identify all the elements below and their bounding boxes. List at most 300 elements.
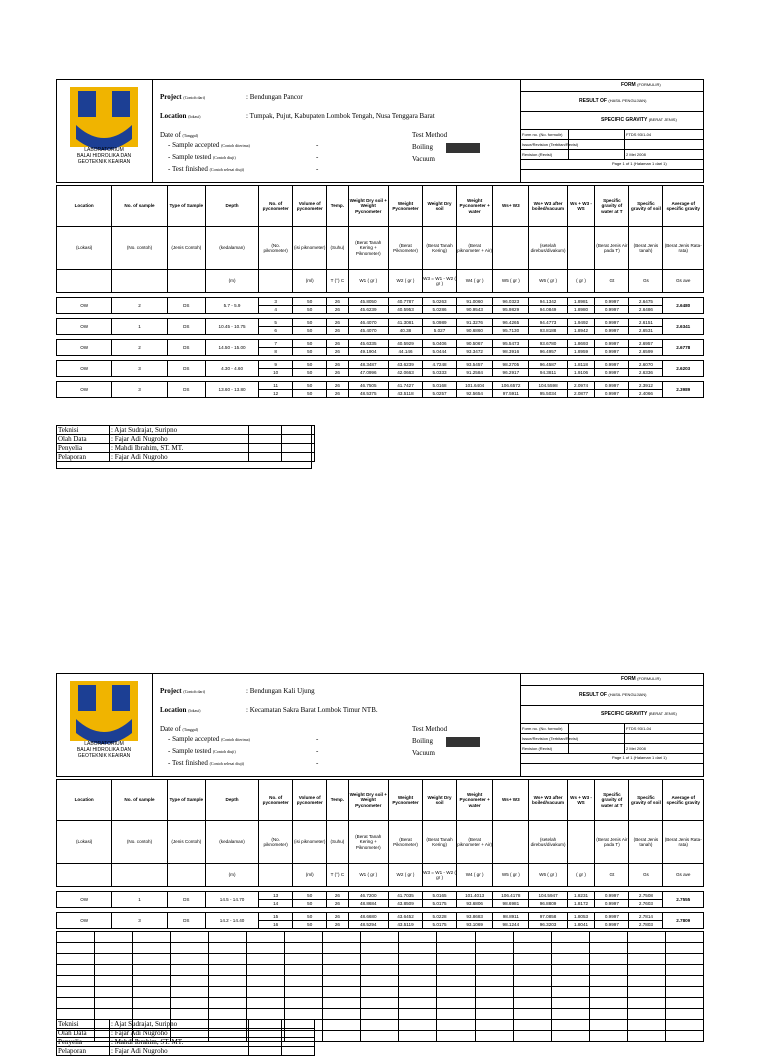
empty-cell <box>247 932 285 943</box>
value-cell: 90.5067 <box>457 340 493 348</box>
value-cell: 90.9543 <box>457 306 493 314</box>
value-cell: 4.7248 <box>423 361 457 369</box>
column-header: Ws+ W3 <box>493 186 529 227</box>
value-cell: 97.5911 <box>493 390 529 398</box>
value-cell: 0.9997 <box>595 340 629 348</box>
column-header: W2 ( gr ) <box>388 864 422 887</box>
column-header: Weight Pycnometer + water <box>457 780 493 821</box>
empty-cell <box>627 932 665 943</box>
value-cell: 46.7200 <box>348 892 388 900</box>
value-cell: 26 <box>327 361 348 369</box>
empty-cell <box>361 1009 399 1020</box>
staff-name: : Ajat Sudrajat, Suripno <box>110 426 249 435</box>
empty-cell <box>361 998 399 1009</box>
value-cell: 93.1069 <box>457 921 493 929</box>
empty-cell <box>399 998 437 1009</box>
value-cell: 0.9997 <box>595 390 629 398</box>
empty-cell <box>627 954 665 965</box>
empty-cell <box>627 943 665 954</box>
staff-table-2 <box>56 1019 315 1056</box>
empty-cell <box>665 954 703 965</box>
column-header: (No. contoh) <box>112 227 167 270</box>
column-header: Volume of pycnometer <box>293 780 327 821</box>
empty-cell <box>627 1031 665 1042</box>
value-cell: 50 <box>293 306 327 314</box>
value-cell: 95.5473 <box>493 340 529 348</box>
value-cell: 94.0849 <box>529 306 567 314</box>
value-cell: 1.9492 <box>567 319 595 327</box>
empty-cell <box>323 954 361 965</box>
value-cell: 26 <box>327 390 348 398</box>
value-cell: 48.5294 <box>348 921 388 929</box>
column-header: No. of sample <box>112 780 167 821</box>
empty-cell <box>57 954 95 965</box>
value-cell: 2.6957 <box>629 340 663 348</box>
empty-cell <box>513 998 551 1009</box>
column-header: Specific gravity of water at T <box>595 186 629 227</box>
value-cell: 3 <box>259 298 293 306</box>
empty-cell <box>209 998 247 1009</box>
column-header: (No. piknometer) <box>259 821 293 864</box>
column-header <box>493 821 529 864</box>
value-cell: 98.6981 <box>493 900 529 908</box>
value-cell: 40.7787 <box>388 298 422 306</box>
value-cell: 2.7603 <box>629 900 663 908</box>
empty-cell <box>323 943 361 954</box>
value-cell: 48.8684 <box>348 900 388 908</box>
value-cell: 45.8050 <box>348 298 388 306</box>
value-cell: 93.6780 <box>529 340 567 348</box>
column-header: No. of sample <box>112 186 167 227</box>
table-row <box>57 361 704 369</box>
empty-cell <box>551 1031 589 1042</box>
empty-cell <box>437 1009 475 1020</box>
empty-cell <box>399 987 437 998</box>
sample-type-cell: DS <box>167 298 205 314</box>
value-cell: 50 <box>293 361 327 369</box>
pu-logo-icon <box>70 681 138 741</box>
average-sg-cell: 2.6778 <box>663 340 704 356</box>
sample-type-cell: DS <box>167 892 205 908</box>
empty-cell <box>361 943 399 954</box>
column-header: Type of Sample <box>167 780 205 821</box>
empty-cell <box>627 998 665 1009</box>
empty-cell <box>57 976 95 987</box>
empty-cell <box>513 932 551 943</box>
column-header: W5 ( gr ) <box>493 270 529 293</box>
empty-cell <box>209 987 247 998</box>
value-cell: 2.0877 <box>567 390 595 398</box>
staff-date <box>282 1038 315 1047</box>
location-value: : Tumpak, Pujut, Kabupaten Lombok Tengah, Nusa Tenggara Barat <box>246 112 435 120</box>
value-cell: 12 <box>259 390 293 398</box>
value-cell: 5.027 <box>423 327 457 335</box>
column-header <box>167 864 205 887</box>
value-cell: 106.4178 <box>493 892 529 900</box>
lab-name: LABORATORIUM BALAI HIDROLIKA DAN GEOTEKNIK KEAIRAN <box>76 741 132 759</box>
location-cell: OW <box>57 340 112 356</box>
empty-cell <box>551 976 589 987</box>
value-cell: 96.4587 <box>529 361 567 369</box>
value-cell: 26 <box>327 306 348 314</box>
empty-cell <box>95 998 133 1009</box>
column-header <box>112 864 167 887</box>
empty-cell <box>437 1020 475 1031</box>
value-cell: 5.0165 <box>423 892 457 900</box>
location-cell: OW <box>57 892 112 908</box>
column-header: (isi piknometer) <box>293 821 327 864</box>
value-cell: 26 <box>327 369 348 377</box>
location-value: : Kecamatan Sakra Barat Lombok Timur NTB. <box>246 706 378 714</box>
column-header: (setelah direbus/divakum) <box>529 227 567 270</box>
empty-cell <box>171 943 209 954</box>
value-cell: 2.6336 <box>629 369 663 377</box>
staff-row <box>57 1029 315 1038</box>
column-header: Specific gravity of water at T <box>595 780 629 821</box>
column-header: Weight Pycnometer + water <box>457 186 493 227</box>
value-cell: 94.3811 <box>529 369 567 377</box>
sample-no-cell: 1 <box>112 319 167 335</box>
empty-cell <box>437 1031 475 1042</box>
column-header: (ml) <box>293 864 327 887</box>
value-cell: 50 <box>293 298 327 306</box>
empty-cell <box>171 998 209 1009</box>
staff-sign <box>249 1047 282 1056</box>
empty-cell <box>475 998 513 1009</box>
value-cell: 97.0858 <box>529 913 567 921</box>
value-cell: 41.7427 <box>388 382 422 390</box>
column-header: Temp. <box>327 780 348 821</box>
empty-cell <box>513 965 551 976</box>
staff-date <box>282 1047 315 1056</box>
value-cell: 101.4013 <box>457 892 493 900</box>
depth-cell: 4.30 - 4.60 <box>205 361 258 377</box>
value-cell: 93.8188 <box>529 327 567 335</box>
value-cell: 5.0989 <box>423 319 457 327</box>
empty-cell <box>285 1009 323 1020</box>
depth-cell: 10.45 - 10.75 <box>205 319 258 335</box>
column-header: (kedalaman) <box>205 227 258 270</box>
column-header <box>57 270 112 293</box>
value-cell: 50 <box>293 319 327 327</box>
empty-cell <box>665 1009 703 1020</box>
empty-cell <box>323 965 361 976</box>
value-cell: 16 <box>259 921 293 929</box>
column-header <box>493 227 529 270</box>
value-cell: 2.6531 <box>629 327 663 335</box>
empty-cell <box>133 954 171 965</box>
value-cell: 1.8231 <box>567 892 595 900</box>
empty-cell <box>133 998 171 1009</box>
value-cell: 10 <box>259 369 293 377</box>
header-box <box>56 673 704 777</box>
empty-cell <box>209 932 247 943</box>
average-sg-cell: 2.7809 <box>663 913 704 929</box>
empty-cell <box>361 932 399 943</box>
sample-no-cell: 1 <box>112 892 167 908</box>
pu-logo-icon <box>70 87 138 147</box>
empty-cell <box>437 932 475 943</box>
empty-cell <box>209 1009 247 1020</box>
value-cell: 43.6239 <box>388 361 422 369</box>
staff-role: Pelaporan <box>57 1047 110 1056</box>
column-header: W2 ( gr ) <box>388 270 422 293</box>
column-header: Weight Dry soil + Weight Pycnometer <box>348 780 388 821</box>
column-header <box>57 864 112 887</box>
value-cell: 92.5654 <box>457 390 493 398</box>
value-cell: 93.3472 <box>457 348 493 356</box>
value-cell: 50 <box>293 382 327 390</box>
staff-date <box>282 1029 315 1038</box>
column-header: Gs ave <box>663 270 704 293</box>
empty-cell <box>133 943 171 954</box>
value-cell: 41.3081 <box>388 319 422 327</box>
empty-cell <box>475 965 513 976</box>
value-cell: 48.5375 <box>348 390 388 398</box>
sg-table-2 <box>56 779 704 929</box>
value-cell: 5.0175 <box>423 900 457 908</box>
value-cell: 50 <box>293 369 327 377</box>
empty-cell <box>247 943 285 954</box>
column-header: W6 ( gr ) <box>529 270 567 293</box>
column-header: (Berat Jenis Rata- rata) <box>663 227 704 270</box>
column-header: (Suhu) <box>327 821 348 864</box>
value-cell: 91.3276 <box>457 319 493 327</box>
value-cell: 2.6486 <box>629 306 663 314</box>
empty-cell <box>361 1031 399 1042</box>
value-cell: 98.2705 <box>493 361 529 369</box>
value-cell: 26 <box>327 327 348 335</box>
staff-role: Teknisi <box>57 426 110 435</box>
empty-cell <box>285 954 323 965</box>
value-cell: 96.0323 <box>493 298 529 306</box>
empty-cell <box>551 1020 589 1031</box>
table-row <box>57 892 704 900</box>
empty-cell <box>627 987 665 998</box>
empty-cell <box>399 932 437 943</box>
column-header: (Berat Jenis tanah) <box>629 227 663 270</box>
header-box <box>56 79 704 183</box>
empty-cell <box>57 1009 95 1020</box>
value-cell: 1.8959 <box>567 348 595 356</box>
value-cell: 0.9997 <box>595 327 629 335</box>
sample-no-cell: 2 <box>112 298 167 314</box>
location-cell: OW <box>57 382 112 398</box>
value-cell: 47.0996 <box>348 369 388 377</box>
value-cell: 1.8942 <box>567 327 595 335</box>
staff-role: Penyelia <box>57 1038 110 1047</box>
empty-cell <box>589 965 627 976</box>
value-cell: 2.7803 <box>629 921 663 929</box>
depth-cell: 5.7 - 5.9 <box>205 298 258 314</box>
empty-cell <box>399 943 437 954</box>
staff-name: : Ajat Sudrajat, Suripno <box>110 1020 249 1029</box>
value-cell: 1.8172 <box>567 900 595 908</box>
column-header: W5 ( gr ) <box>493 864 529 887</box>
column-header: Gs <box>629 864 663 887</box>
value-cell: 48.6680 <box>348 913 388 921</box>
value-cell: 1.8981 <box>567 298 595 306</box>
value-cell: 5.0257 <box>423 390 457 398</box>
column-header: Average of specific gravity <box>663 186 704 227</box>
empty-cell <box>133 987 171 998</box>
value-cell: 43.5119 <box>388 921 422 929</box>
value-cell: 26 <box>327 913 348 921</box>
sample-no-cell: 3 <box>112 382 167 398</box>
column-header: Volume of pycnometer <box>293 186 327 227</box>
empty-row <box>57 943 704 954</box>
empty-cell <box>627 965 665 976</box>
location-cell: OW <box>57 319 112 335</box>
empty-cell <box>323 976 361 987</box>
value-cell: 4 <box>259 306 293 314</box>
column-header <box>259 270 293 293</box>
empty-cell <box>247 1009 285 1020</box>
empty-cell <box>57 998 95 1009</box>
empty-cell <box>513 976 551 987</box>
value-cell: 5.0263 <box>423 298 457 306</box>
average-sg-cell: 2.6203 <box>663 361 704 377</box>
empty-cell <box>665 965 703 976</box>
average-sg-cell: 2.7555 <box>663 892 704 908</box>
staff-name: : Fajar Adi Nugroho <box>110 435 249 444</box>
empty-cell <box>475 932 513 943</box>
table-row <box>57 382 704 390</box>
empty-cell <box>475 1020 513 1031</box>
column-header: No. of pycnometer <box>259 186 293 227</box>
empty-cell <box>171 954 209 965</box>
sample-type-cell: DS <box>167 319 205 335</box>
value-cell: 93.5457 <box>457 361 493 369</box>
empty-cell <box>57 987 95 998</box>
empty-cell <box>589 987 627 998</box>
empty-cell <box>475 943 513 954</box>
value-cell: 101.6404 <box>457 382 493 390</box>
value-cell: 15 <box>259 913 293 921</box>
column-header: Ws+ W3 <box>493 780 529 821</box>
value-cell: 0.9997 <box>595 369 629 377</box>
value-cell: 98.8911 <box>493 913 529 921</box>
empty-cell <box>513 943 551 954</box>
empty-row <box>57 1009 704 1020</box>
empty-cell <box>589 954 627 965</box>
value-cell: 5.0444 <box>423 348 457 356</box>
value-cell: 106.6572 <box>493 382 529 390</box>
empty-cell <box>57 943 95 954</box>
value-cell: 2.6475 <box>629 298 663 306</box>
column-header: (m) <box>205 270 258 293</box>
column-header: Gs ave <box>663 864 704 887</box>
value-cell: 40.38 <box>388 327 422 335</box>
empty-cell <box>627 976 665 987</box>
value-cell: 50 <box>293 900 327 908</box>
staff-name: : Mahdi Ibrahim, ST. MT. <box>110 1038 249 1047</box>
column-header: (isi piknometer) <box>293 227 327 270</box>
depth-cell: 14.2 - 14.40 <box>205 913 258 929</box>
empty-cell <box>399 1009 437 1020</box>
column-header: Gt <box>595 270 629 293</box>
value-cell: 5.0286 <box>423 306 457 314</box>
empty-cell <box>513 1031 551 1042</box>
column-header: (setelah direbus/divakum) <box>529 821 567 864</box>
value-cell: 5.0228 <box>423 913 457 921</box>
column-header: (Berat Jenis tanah) <box>629 821 663 864</box>
average-sg-cell: 2.6480 <box>663 298 704 314</box>
empty-cell <box>247 954 285 965</box>
value-cell: 1.8693 <box>567 340 595 348</box>
empty-cell <box>665 943 703 954</box>
value-cell: 26 <box>327 348 348 356</box>
empty-cell <box>551 987 589 998</box>
empty-cell <box>399 1031 437 1042</box>
empty-row <box>57 998 704 1009</box>
value-cell: 42.0663 <box>388 369 422 377</box>
staff-date <box>282 1020 315 1029</box>
value-cell: 91.2584 <box>457 369 493 377</box>
value-cell: 50 <box>293 390 327 398</box>
empty-cell <box>551 1009 589 1020</box>
column-header: (kedalaman) <box>205 821 258 864</box>
column-header: (Berat Jenis Rata- rata) <box>663 821 704 864</box>
value-cell: 95.9829 <box>493 306 529 314</box>
value-cell: 46.4070 <box>348 319 388 327</box>
empty-cell <box>665 932 703 943</box>
empty-cell <box>171 987 209 998</box>
value-cell: 91.0060 <box>457 298 493 306</box>
value-cell: 1.8118 <box>567 361 595 369</box>
column-header: ( gr ) <box>567 864 595 887</box>
value-cell: 0.9997 <box>595 319 629 327</box>
empty-cell <box>133 1009 171 1020</box>
empty-cell <box>323 987 361 998</box>
empty-cell <box>399 976 437 987</box>
column-header: Weight Pycnometer <box>388 186 422 227</box>
empty-cell <box>589 1020 627 1031</box>
value-cell: 11 <box>259 382 293 390</box>
empty-cell <box>665 998 703 1009</box>
empty-cell <box>361 954 399 965</box>
empty-row <box>57 954 704 965</box>
depth-cell: 14.50 - 15.00 <box>205 340 258 356</box>
empty-cell <box>323 932 361 943</box>
empty-cell <box>209 976 247 987</box>
empty-cell <box>627 1009 665 1020</box>
column-header <box>167 270 205 293</box>
empty-cell <box>475 987 513 998</box>
table-row <box>57 319 704 327</box>
column-header: Weight Dry soil <box>423 780 457 821</box>
location-cell: OW <box>57 913 112 929</box>
column-header: (Berat piknometer + Air) <box>457 821 493 864</box>
column-header: No. of pycnometer <box>259 780 293 821</box>
column-header: (Suhu) <box>327 227 348 270</box>
empty-cell <box>589 932 627 943</box>
staff-name: : Fajar Adi Nugroho <box>110 1029 249 1038</box>
value-cell: 1.8980 <box>567 306 595 314</box>
header-row <box>57 270 704 293</box>
value-cell: 5.0406 <box>423 340 457 348</box>
value-cell: 26 <box>327 921 348 929</box>
column-header: (No. contoh) <box>112 821 167 864</box>
empty-cell <box>361 987 399 998</box>
column-header: Average of specific gravity <box>663 780 704 821</box>
value-cell: 2.6070 <box>629 361 663 369</box>
value-cell: 95.7130 <box>493 327 529 335</box>
header-row <box>57 864 704 887</box>
value-cell: 93.6806 <box>457 900 493 908</box>
empty-cell <box>171 965 209 976</box>
column-header: Gs <box>629 270 663 293</box>
